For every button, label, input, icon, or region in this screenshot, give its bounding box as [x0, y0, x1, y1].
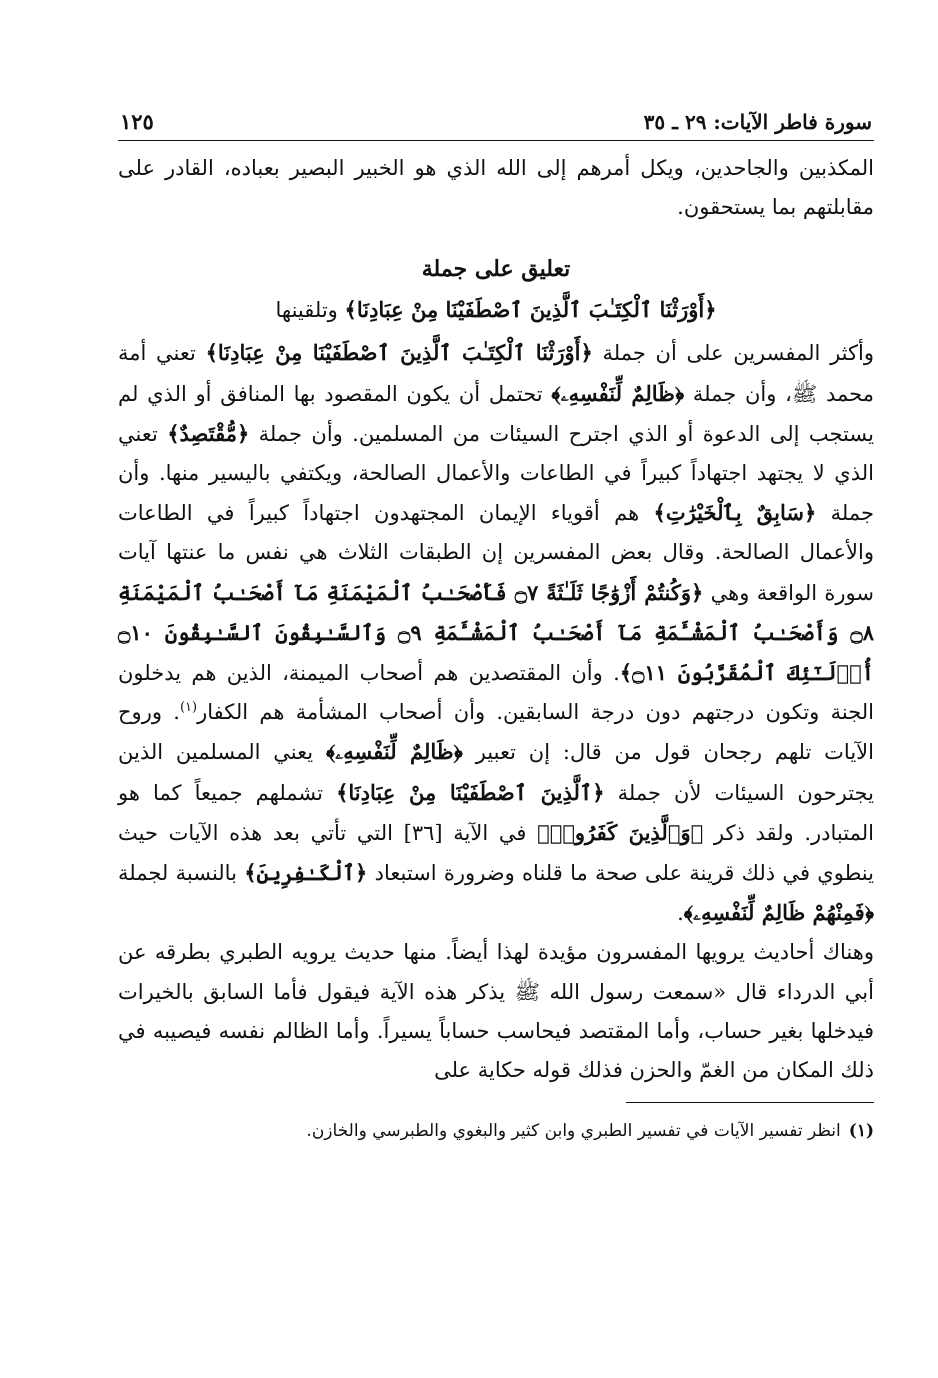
quran-verse: ﴿وَٱلَّذِينَ كَفَرُوا۟﴾ [537, 819, 704, 845]
text-run: هم أقوياء الإيمان المجتهدون اجتهاداً كبيراً في الطاعات والأعمال الصالحة. وقال بعض المفسرين إن الطبقات الثلاث هي نفس ما عنتها آيات سورة الواقعة وهي [118, 501, 874, 605]
footnote [118, 1117, 874, 1145]
section-subtitle [118, 289, 874, 331]
quran-verse: ﴿مُّقْتَصِدٌ﴾ [167, 420, 250, 446]
text-run: بالنسبة لجملة [118, 861, 237, 886]
quran-verse: ﴿ٱلَّذِينَ ٱصْطَفَيْنَا مِنْ عِبَادِنَا﴾ [336, 779, 605, 805]
footnote-label: (١) [848, 1121, 874, 1142]
footnote-divider [626, 1102, 874, 1103]
page-number: ١٢٥ [120, 109, 154, 134]
text-run: وأكثر المفسرين على أن جملة [602, 341, 874, 366]
running-head [118, 98, 874, 141]
quran-verse: ﴿وَكُنتُمْ أَزْوَٰجًا ثَلَـٰثَةً ۝٧ فَأَصْحَـٰبُ ٱلْمَيْمَنَةِ مَآ أَصْحَـٰبُ ٱلْمَيْمَنَةِ ۝٨ وَأَصْحَـٰبُ ٱلْمَشْـَٔمَةِ مَآ أَصْحَـٰبُ ٱلْمَشْـَٔمَةِ ۝٩ وَٱلسَّـٰبِقُونَ ٱلسَّـٰبِقُونَ ۝١٠ أُو۟لَـٰٓئِكَ ٱلْمُقَرَّبُونَ ۝١١﴾ [118, 579, 874, 686]
running-head-title: سورة فاطر الآيات: ٢٩ ـ ٣٥ [643, 110, 872, 134]
text-run: . [677, 901, 684, 926]
section-title: تعليق على جملة [421, 256, 571, 283]
text-run: في الآية [٣٦] التي تأتي بعد هذه الآيات حيث ينطوي في ذلك قرينة على صحة ما قلناه وضرورة استبعاد [118, 820, 874, 886]
section-suffix: وتلقينها [275, 298, 338, 323]
text-run: . وأن المقتصدين هم أصحاب الميمنة، الذين هم يدخلون الجنة وتكون درجتهم دون درجة السابقين. وأن أصحاب المشأمة هم الكفار [118, 661, 874, 725]
quran-verse: ﴿ٱلْكَـٰفِرِينَ﴾ [244, 860, 368, 886]
quran-verse: ﴿أَوْرَثْنَا ٱلْكِتَـٰبَ ٱلَّذِينَ ٱصْطَفَيْنَا مِنْ عِبَادِنَا﴾ [205, 340, 593, 366]
hadith-paragraph: وهناك أحاديث يرويها المفسرون مؤيدة لهذا أيضاً. منها حديث يرويه الطبري بطرقه عن أبي الدرداء قال «سمعت رسول الله ﷺ يذكر هذه الآية فيقول فأما السابق بالخيرات فيدخلها بغير حساب، وأما المقتصد فيحاسب حساباً يسيراً. وأما الظالم نفسه فيصيبه في ذلك المكان من الغمّ والحزن فذلك قوله حكاية على [118, 940, 874, 1083]
text-run: تحتمل أن يكون المقصود بها المنافق أو الذي لم يستجب إلى الدعوة أو الذي اجترح السيئات من المسلمين. وأن جملة [118, 381, 874, 446]
text-run: تعني أمة محمد ﷺ، وأن جملة [118, 341, 874, 406]
text-run: تشملهم جميعاً كما هو المتبادر. ولقد ذكر [118, 780, 874, 845]
text-run: تعني الذي لا يجتهد اجتهاداً كبيراً في الطاعات والأعمال الصالحة، ويكتفي باليسير منها. وأن جملة [118, 421, 874, 526]
quran-verse: ﴿سَابِقٌ بِٱلْخَيْرَٰتِ﴾ [653, 500, 817, 526]
quran-verse: ﴿فَمِنْهُمْ ظَالِمٌ لِّنَفْسِهِۦ﴾ [683, 900, 874, 926]
text-run: . وروح الآيات تلهم رجحان قول من قال: إن تعبير [118, 700, 874, 765]
footnote-text: انظر تفسير الآيات في تفسير الطبري وابن كثير والبغوي والطبرسي والخازن. [306, 1121, 841, 1142]
section-verse: ﴿أَوْرَثْنَا ٱلْكِتَـٰبَ ٱلَّذِينَ ٱصْطَفَيْنَا مِنْ عِبَادِنَا﴾ [344, 297, 717, 323]
text-run: يعني المسلمين الذين يجترحون السيئات لأن جملة [118, 740, 874, 805]
footnote-reference[interactable]: (١) [179, 700, 198, 716]
page-body [118, 149, 874, 1090]
commentary-paragraph [118, 333, 874, 933]
intro-paragraph: المكذبين والجاحدين، ويكل أمرهم إلى الله الذي هو الخبير البصير بعباده، القادر على مقابلتهم بما يستحقون. [118, 156, 874, 220]
quran-verse: ﴿ظَالِمٌ لِّنَفْسِهِۦ﴾ [325, 739, 463, 765]
quran-verse: ﴿ظَالِمٌ لِّنَفْسِهِۦ﴾ [551, 380, 685, 406]
